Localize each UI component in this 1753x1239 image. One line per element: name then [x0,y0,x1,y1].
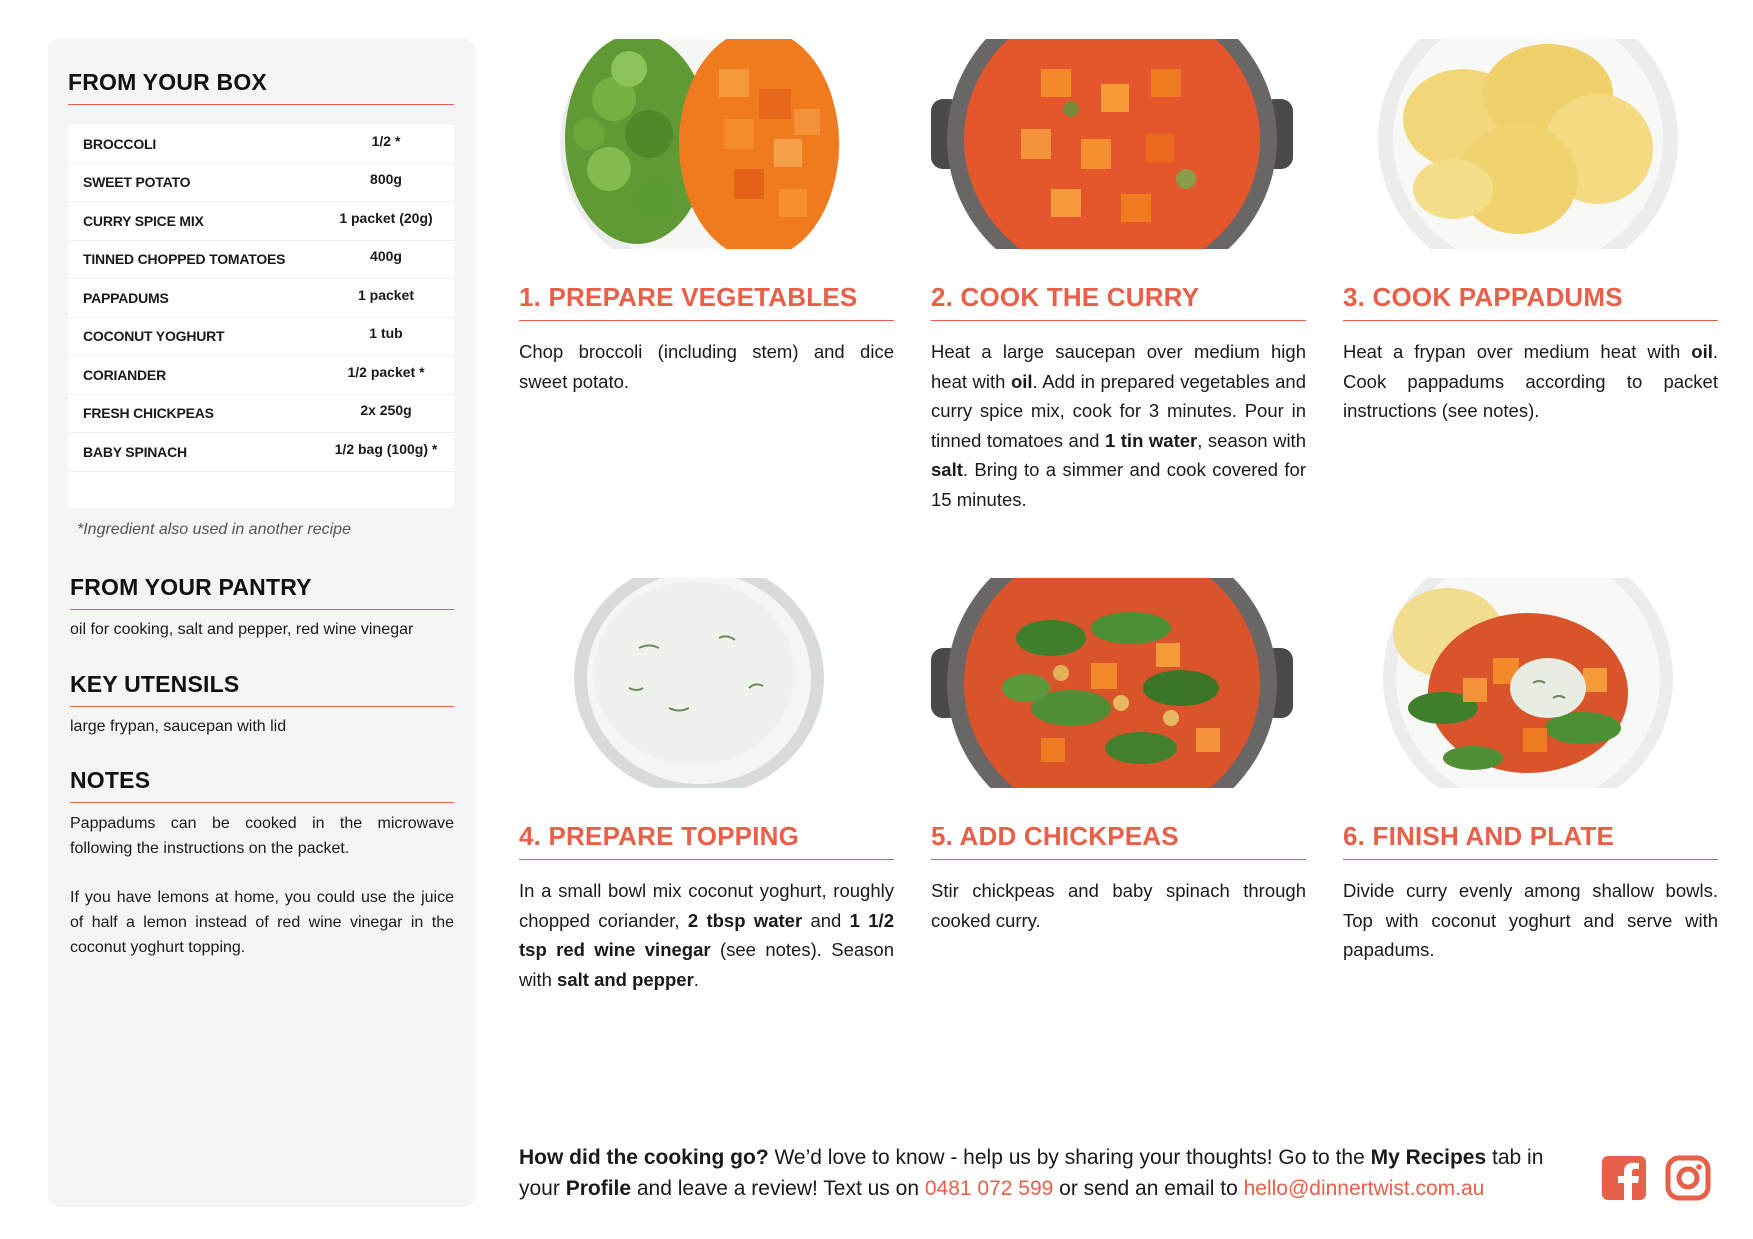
step-2-photo [931,39,1293,249]
table-row [68,164,454,203]
step-3-text: Heat a frypan over medium heat with oil. Cook pappadums according to packet instructions (see notes). [1343,341,1718,421]
step-3-title: 3. COOK PAPPADUMS [1343,282,1718,321]
ingredient-name: CORIANDER [83,366,166,383]
ingredient-qty: 1/2 packet * [347,363,425,380]
instagram-icon[interactable] [1665,1155,1711,1201]
ingredients-sidebar [48,39,476,1207]
step-5-text: Stir chickpeas and baby spinach through cooked curry. [931,880,1306,931]
pantry-text: oil for cooking, salt and pepper, red wine vinegar [70,621,414,638]
ingredient-qty: 1/2 * [371,132,401,149]
step-1-photo [519,39,881,249]
my-recipes-label: My Recipes [1370,1146,1487,1169]
ingredient-qty: 400g [370,248,402,265]
step-1-text: Chop broccoli (including stem) and dice sweet potato. [519,341,894,392]
utensils-heading: KEY UTENSILS [70,671,454,707]
step-6-photo [1343,578,1705,788]
ingredient-name: FRESH CHICKPEAS [83,405,214,422]
ingredient-name: PAPPADUMS [83,289,169,306]
ingredient-qty: 1 tub [369,325,403,342]
step-4-text: In a small bowl mix coconut yoghurt, roughly chopped coriander, 2 tbsp water and 1 1/2 tsp red wine vinegar (see notes). Season with salt and pepper. [519,880,894,990]
footer-question: How did the cooking go? [519,1146,769,1169]
step-5-title: 5. ADD CHICKPEAS [931,821,1306,860]
feedback-footer: How did the cooking go? We’d love to know - help us by sharing your thoughts! Go to the My Recipes tab in your Profile and leave a review! Text us on 0481 072 599 or send an email to hello@dinnertwist.com.au [519,1146,1544,1200]
table-row [68,202,454,241]
ingredient-name: BROCCOLI [83,135,157,152]
note-2: If you have lemons at home, you could use the juice of half a lemon instead of red wine vinegar in the coconut yoghurt topping. [70,889,454,956]
email-link[interactable]: hello@dinnertwist.com.au [1243,1177,1485,1200]
facebook-icon[interactable] [1601,1155,1647,1201]
ingredient-name: BABY SPINACH [83,443,187,460]
table-row [68,395,454,434]
ingredient-name: CURRY SPICE MIX [83,212,204,229]
ingredient-name: TINNED CHOPPED TOMATOES [83,251,286,268]
step-3-photo [1343,39,1705,249]
step-6-title: 6. FINISH AND PLATE [1343,821,1718,860]
step-2-title: 2. COOK THE CURRY [931,282,1306,321]
pantry-heading: FROM YOUR PANTRY [70,574,454,610]
ingredient-qty: 2x 250g [360,402,412,419]
table-row [68,241,454,280]
table-row [68,279,454,318]
step-4-photo [519,578,881,788]
ingredient-qty: 1 packet [357,286,415,303]
step-5-photo [931,578,1293,788]
ingredient-qty: 1/2 bag (100g) * [334,440,438,457]
step-6-text: Divide curry evenly among shallow bowls. Top with coconut yoghurt and serve with papadums. [1343,880,1718,960]
ingredient-name: SWEET POTATO [83,174,191,191]
table-row [68,318,454,357]
step-2-text: Heat a large saucepan over medium high heat with oil. Add in prepared vegetables and curry spice mix, cook for 3 minutes. Pour in tinned tomatoes and 1 tin water, season with salt. Bring to a simmer and cook covered for 15 minutes. [931,341,1306,510]
phone-link[interactable]: 0481 072 599 [924,1177,1054,1200]
ingredient-name: COCONUT YOGHURT [83,328,225,345]
notes-heading: NOTES [70,767,454,803]
ingredient-qty: 800g [370,171,402,188]
box-ingredients-table [68,125,454,508]
step-4-title: 4. PREPARE TOPPING [519,821,894,860]
table-spacer [68,472,454,508]
profile-label: Profile [565,1177,632,1200]
footnote: *Ingredient also used in another recipe [77,521,351,538]
utensils-text: large frypan, saucepan with lid [70,718,287,735]
ingredient-qty: 1 packet (20g) [339,209,433,226]
from-box-heading: FROM YOUR BOX [68,69,454,105]
step-1-title: 1. PREPARE VEGETABLES [519,282,894,321]
table-row [68,356,454,395]
table-row [68,125,454,164]
table-row [68,433,454,472]
note-1: Pappadums can be cooked in the microwave following the instructions on the packet. [70,815,454,857]
